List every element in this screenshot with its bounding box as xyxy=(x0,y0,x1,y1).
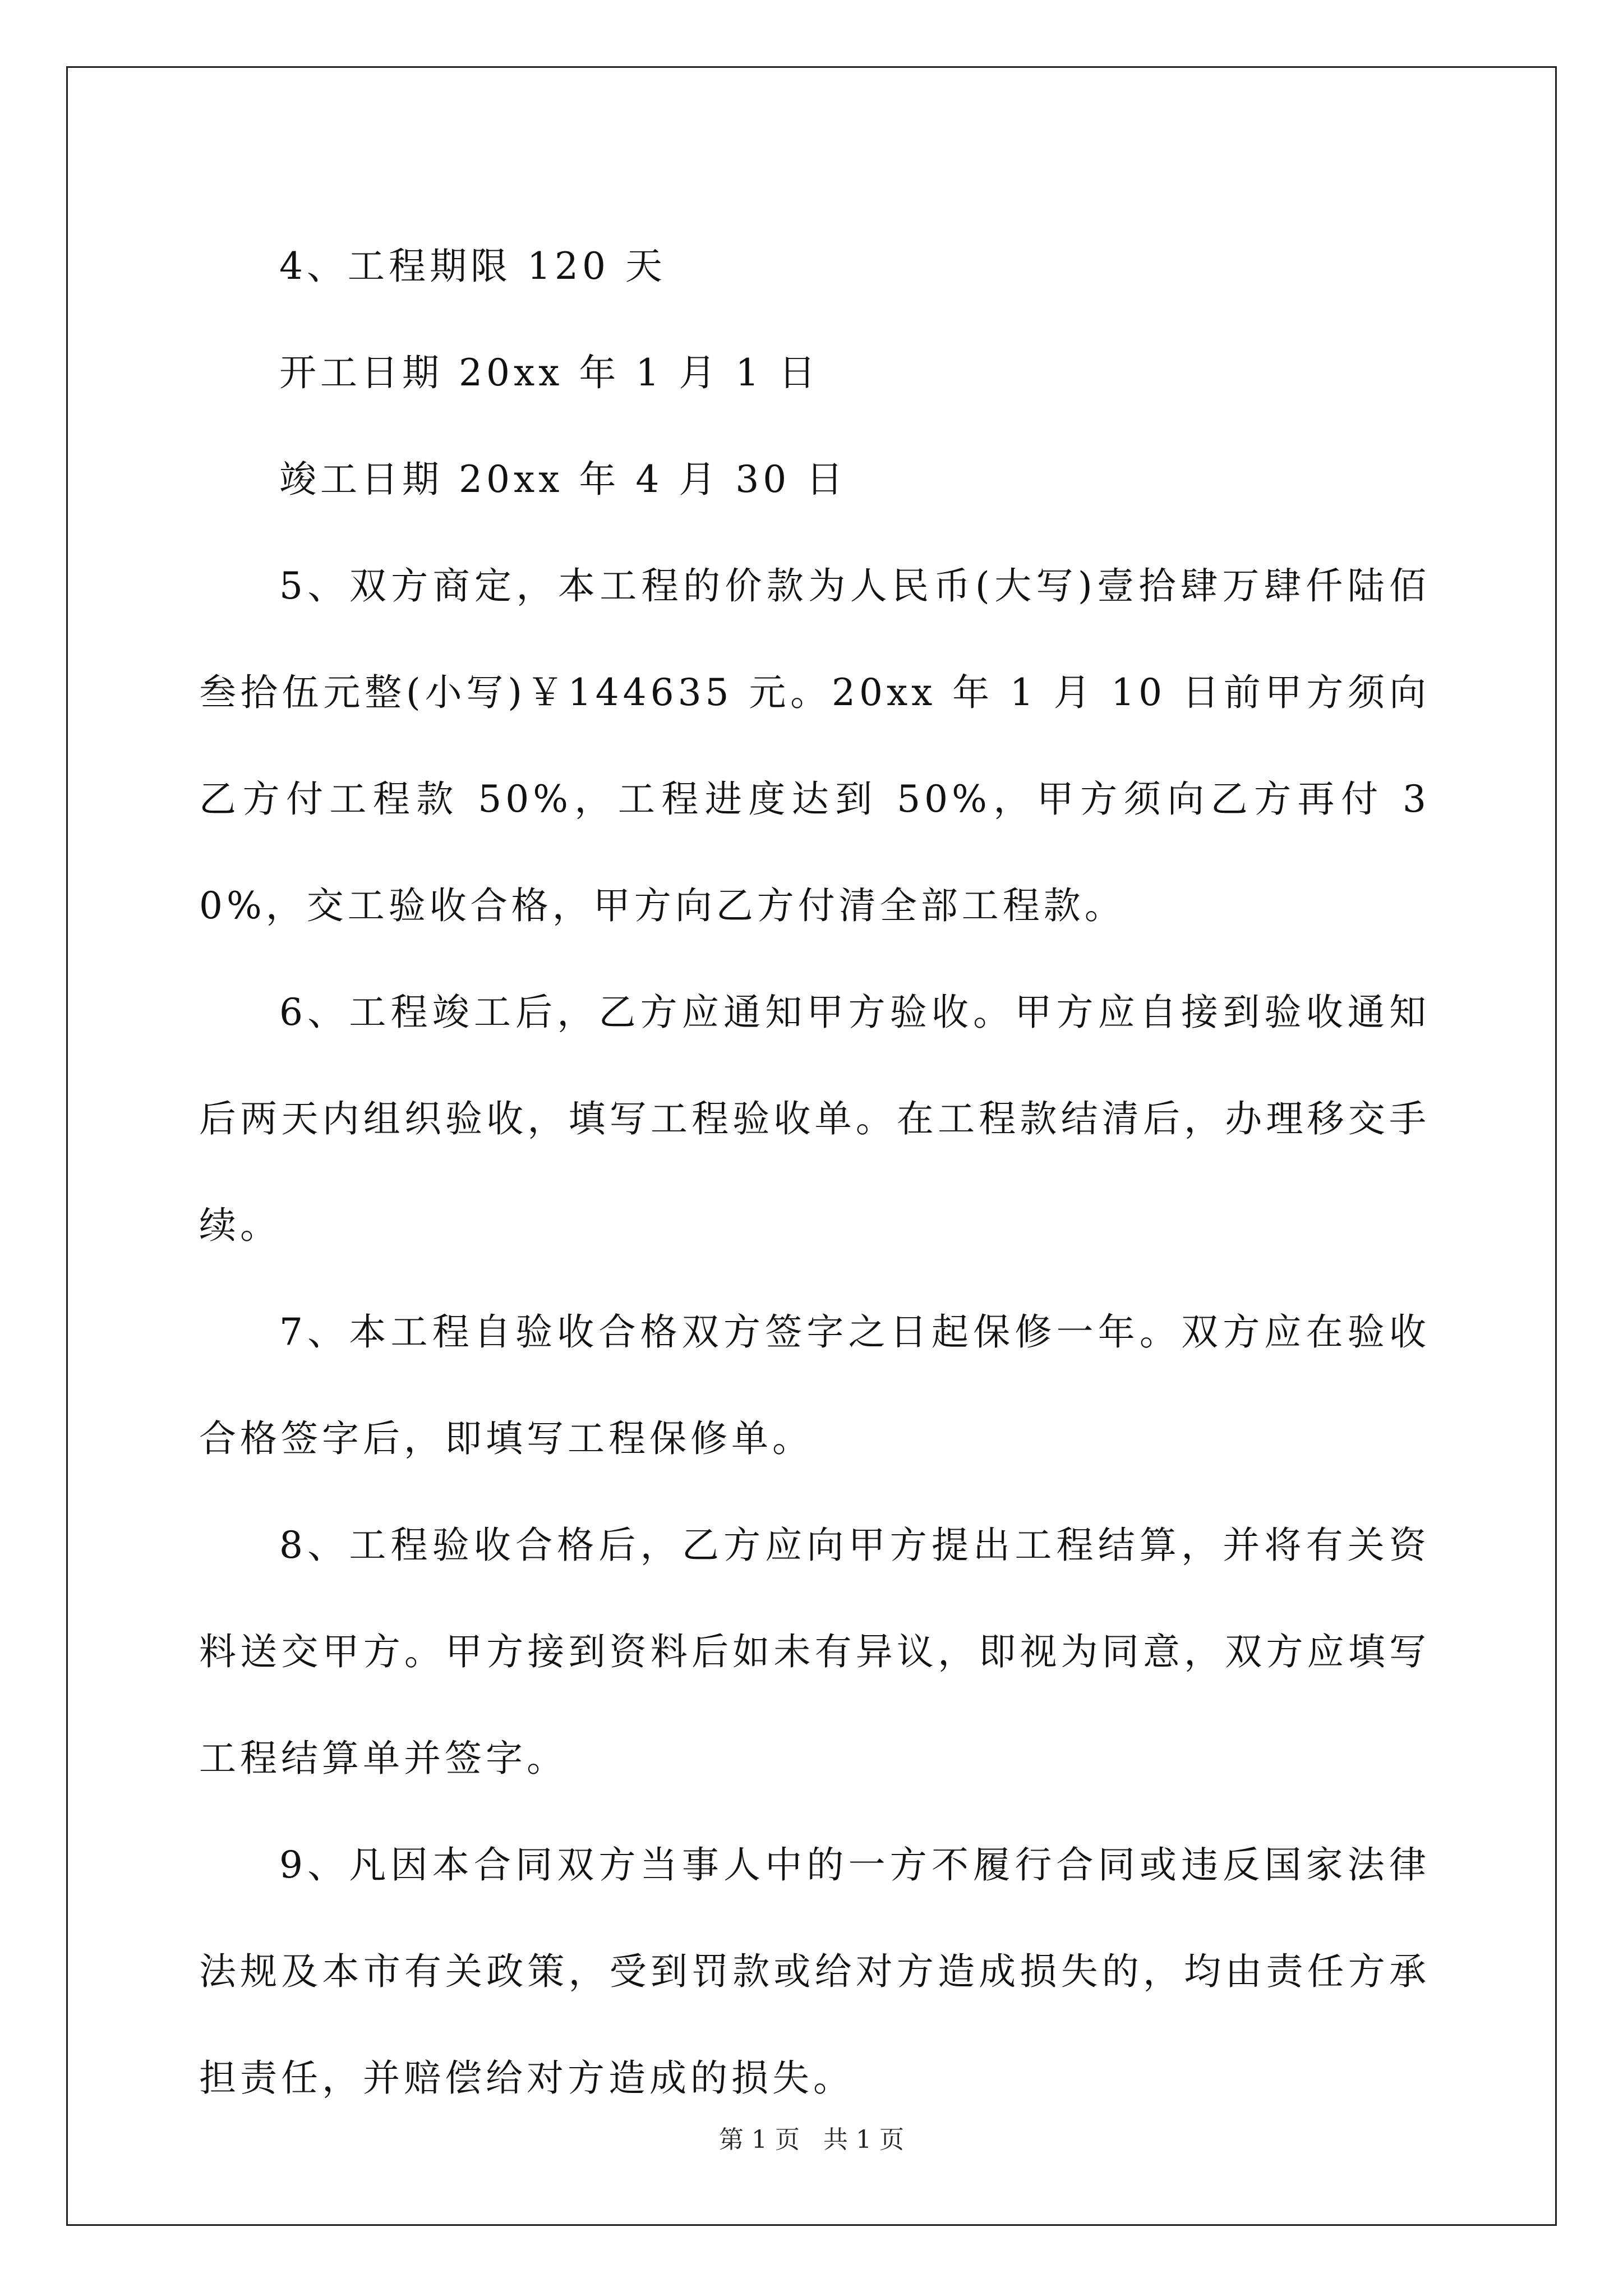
start-date: 开工日期 20xx 年 1 月 1 日 xyxy=(279,351,820,394)
clause-settlement: 8、工程验收合格后，乙方应向甲方提出工程结算，并将有关资料送交甲方。甲方接到资料后如未有异议，即视为同意，双方应填写工程结算单并签字。 xyxy=(199,1524,1430,1780)
clause-acceptance: 6、工程竣工后，乙方应通知甲方验收。甲方应自接到验收通知后两天内组织验收，填写工程验收单。在工程款结清后，办理移交手续。 xyxy=(199,991,1430,1247)
term-duration: 4、工程期限 120 天 xyxy=(279,245,666,288)
page-footer: 第 1 页 共 1 页 xyxy=(719,2125,904,2154)
completion-date: 竣工日期 20xx 年 4 月 30 日 xyxy=(279,458,847,501)
clause-warranty: 7、本工程自验收合格双方签字之日起保修一年。双方应在验收合格签字后，即填写工程保修单。 xyxy=(199,1310,1430,1460)
clause-price-payment: 5、双方商定，本工程的价款为人民币(大写)壹拾肆万肆仟陆佰叁拾伍元整(小写)￥144635 元。20xx 年 1 月 10 日前甲方须向乙方付工程款 50%，工程进度达到 50%，甲方须向乙方再付 30%，交工验收合格，甲方向乙方付清全部工程款。 xyxy=(199,564,1430,927)
clause-liability: 9、凡因本合同双方当事人中的一方不履行合同或违反国家法律法规及本市有关政策，受到罚款或给对方造成损失的，均由责任方承担责任，并赔偿给对方造成的损失。 xyxy=(199,1843,1430,2100)
document-body xyxy=(199,213,1430,2132)
